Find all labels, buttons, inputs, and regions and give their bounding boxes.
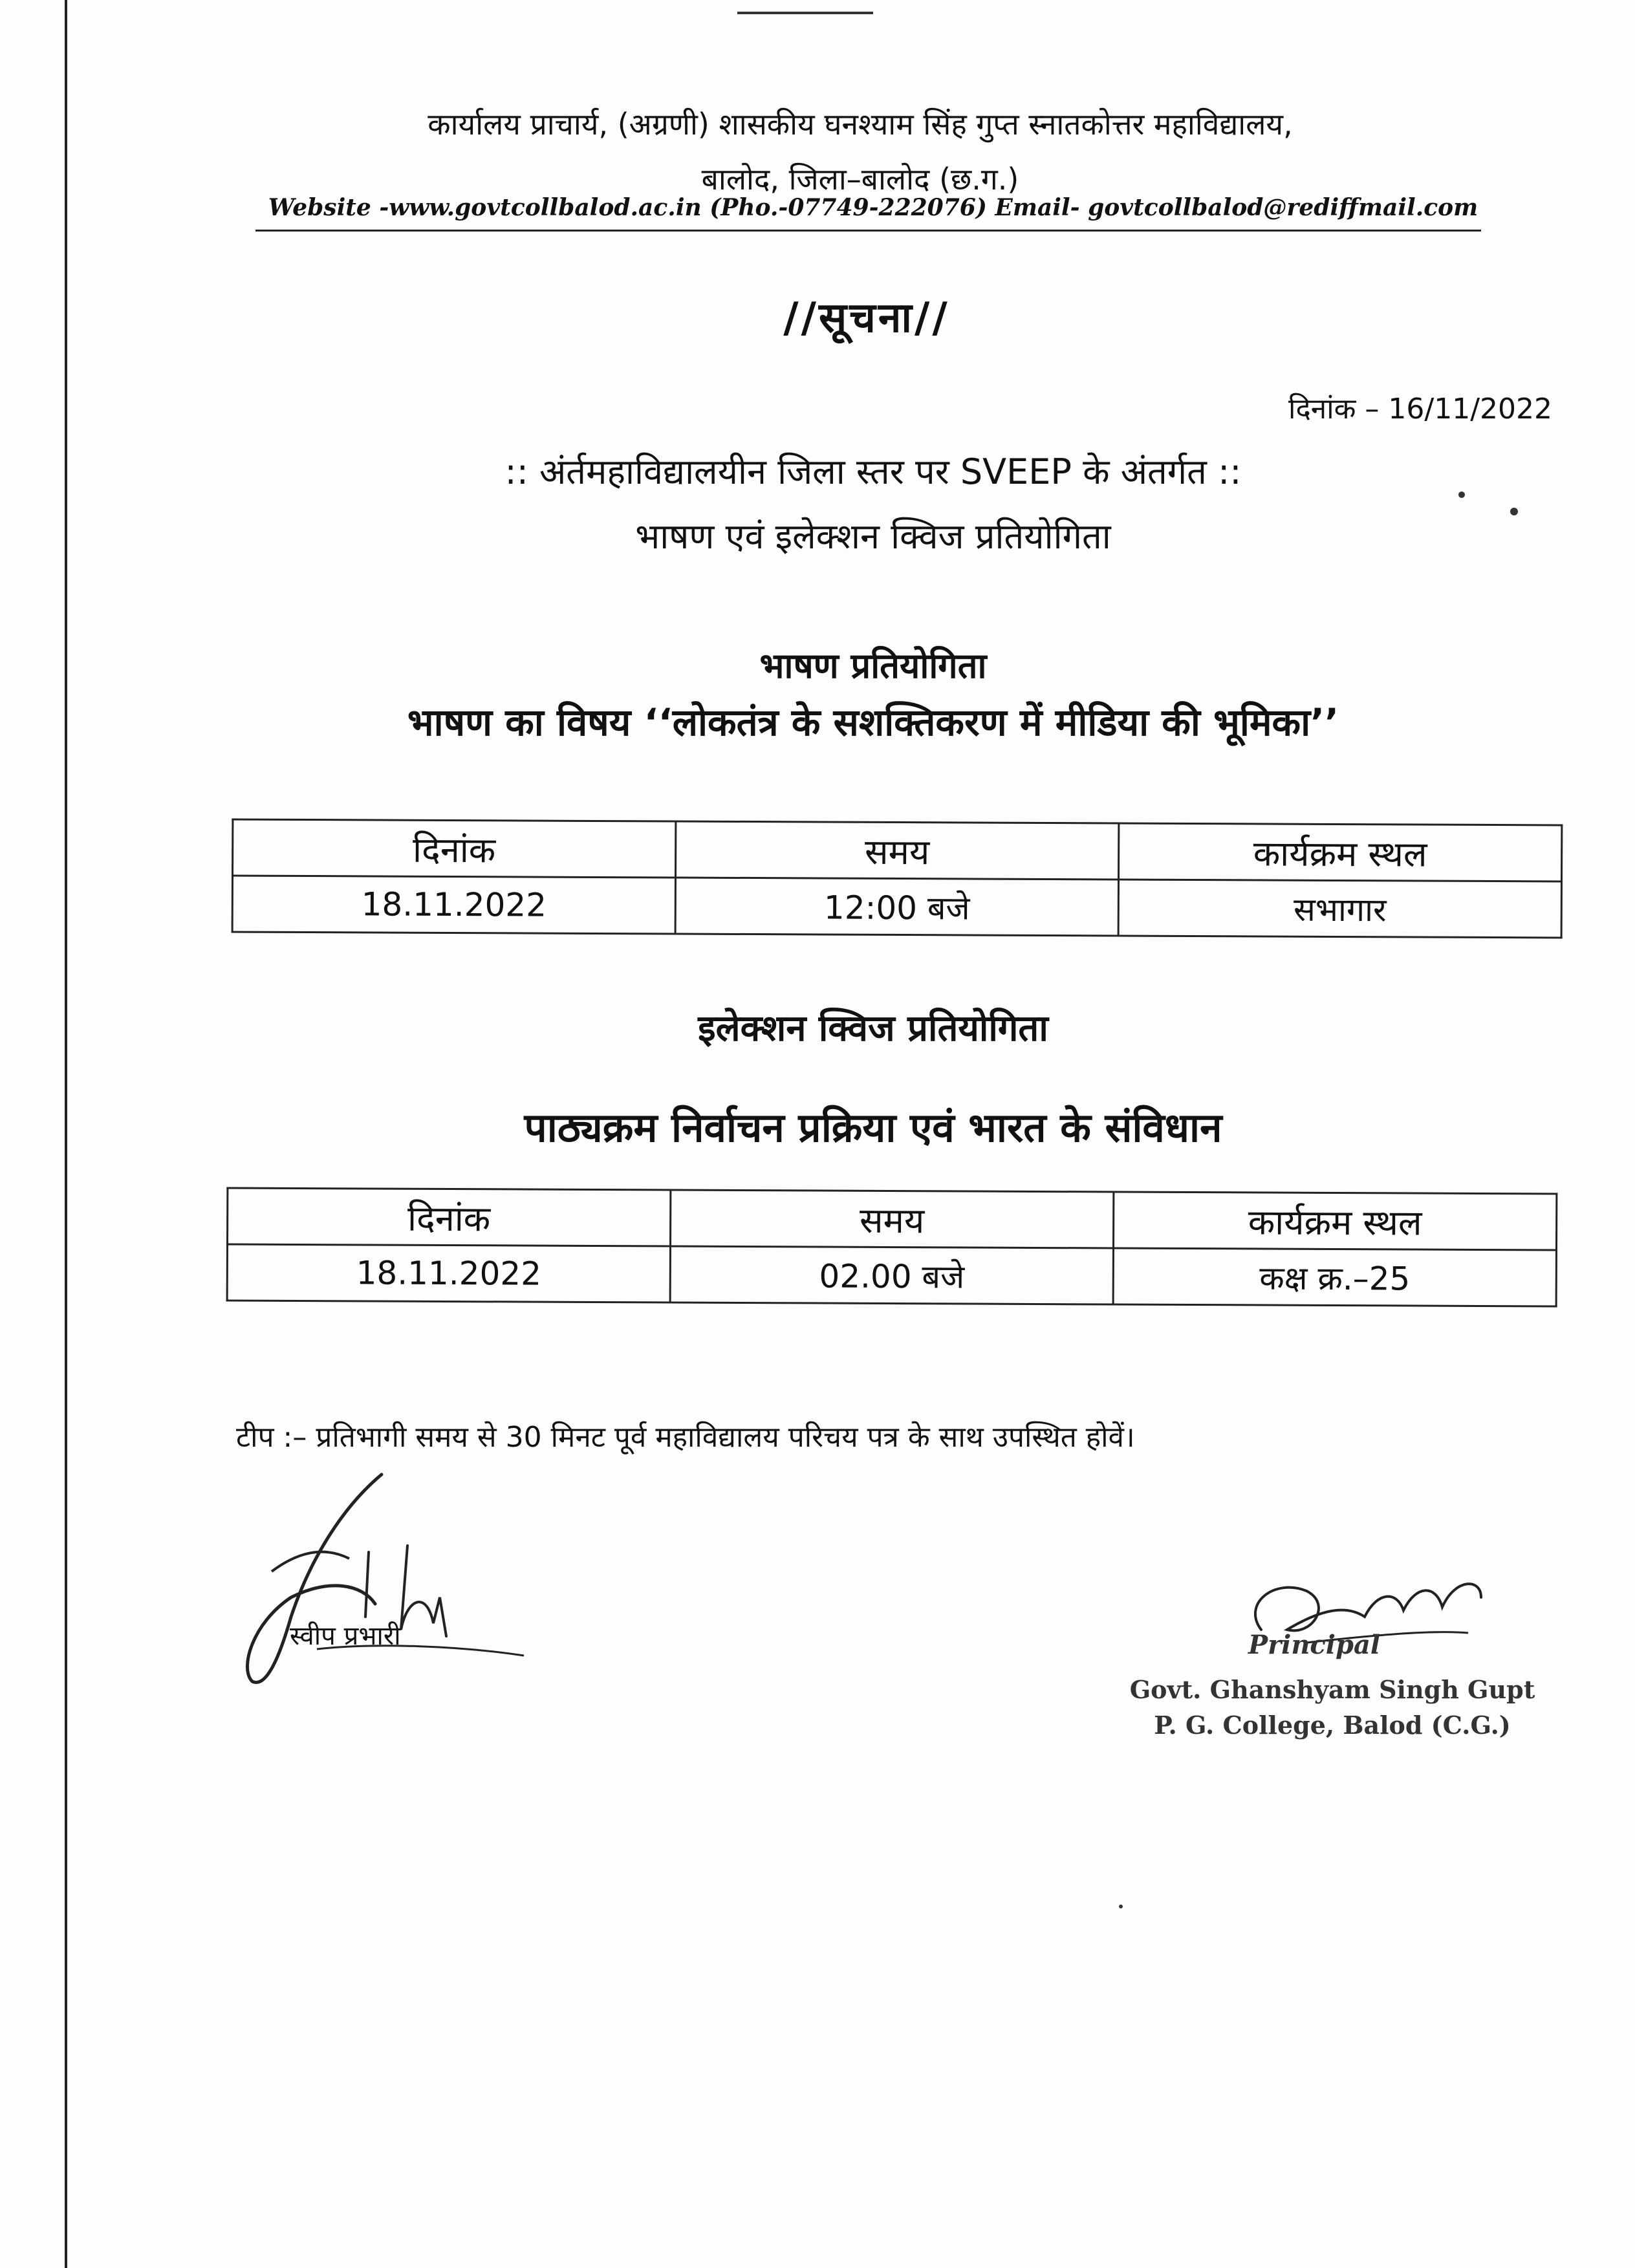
header-location-line: बालोद, जिला–बालोद (छ.ग.) bbox=[701, 162, 1019, 197]
speech-section-title: भाषण प्रतियोगिता bbox=[759, 645, 987, 686]
cell-venue: सभागार bbox=[1118, 880, 1561, 938]
participant-note: टीप :– प्रतिभागी समय से 30 मिनट पूर्व महाविद्यालय परिचय पत्र के साथ उपस्थित होवें। bbox=[236, 1421, 1135, 1454]
column-header-time: समय bbox=[676, 821, 1119, 880]
sveep-incharge-label: स्वीप प्रभारी bbox=[290, 1621, 401, 1651]
column-header-date: दिनांक bbox=[228, 1188, 671, 1246]
scan-top-mark bbox=[737, 12, 873, 14]
notice-date: दिनांक – 16/11/2022 bbox=[1288, 393, 1552, 426]
table-row bbox=[227, 1244, 1556, 1306]
cell-date: 18.11.2022 bbox=[232, 876, 675, 934]
sveep-incharge-signature bbox=[213, 1468, 550, 1701]
column-header-venue: कार्यक्रम स्थल bbox=[1118, 823, 1561, 881]
header-office-line: कार्यालय प्राचार्य, (अग्रणी) शासकीय घनश्याम सिंह गुप्त स्नातकोत्तर महाविद्यालय, bbox=[428, 107, 1293, 142]
notice-title: //सूचना// bbox=[783, 294, 950, 342]
speech-topic: भाषण का विषय ‘‘लोकतंत्र के सशक्तिकरण में मीडिया की भूमिका’’ bbox=[407, 700, 1339, 744]
column-header-date: दिनांक bbox=[233, 819, 676, 878]
table-header-row bbox=[228, 1188, 1557, 1250]
header-divider bbox=[255, 230, 1481, 232]
stamp-title: Principal bbox=[1248, 1630, 1381, 1660]
scan-speck bbox=[1458, 491, 1465, 498]
cell-time: 12:00 बजे bbox=[675, 878, 1118, 936]
cell-venue: कक्ष क्र.–25 bbox=[1113, 1248, 1556, 1306]
table-row bbox=[232, 876, 1561, 938]
column-header-time: समय bbox=[671, 1190, 1114, 1248]
notice-subtitle-competitions: भाषण एवं इलेक्शन क्विज प्रतियोगिता bbox=[635, 516, 1111, 557]
column-header-venue: कार्यक्रम स्थल bbox=[1113, 1192, 1556, 1250]
cell-date: 18.11.2022 bbox=[227, 1244, 670, 1302]
header-contact-line: Website -www.govtcollbalod.ac.in (Pho.-07749-222076) Email- govtcollbalod@rediffmail.com bbox=[268, 194, 1478, 221]
notice-subtitle: :: अंर्तमहाविद्यालयीन जिला स्तर पर SVEEP के अंतर्गत :: bbox=[504, 451, 1242, 492]
table-header-row bbox=[233, 819, 1562, 881]
quiz-section-title: इलेक्शन क्विज प्रतियोगिता bbox=[698, 1008, 1048, 1050]
scan-edge-line bbox=[65, 0, 67, 2268]
scan-speck bbox=[1510, 508, 1518, 515]
quiz-topic: पाठ्यक्रम निर्वाचन प्रक्रिया एवं भारत के संविधान bbox=[524, 1104, 1222, 1151]
stamp-line-location: P. G. College, Balod (C.G.) bbox=[1154, 1711, 1511, 1740]
cell-time: 02.00 बजे bbox=[670, 1246, 1113, 1304]
speech-schedule-table bbox=[232, 819, 1563, 939]
scan-speck bbox=[1119, 1905, 1123, 1908]
stamp-line-college: Govt. Ghanshyam Singh Gupt bbox=[1129, 1675, 1535, 1704]
quiz-schedule-table bbox=[226, 1187, 1558, 1308]
